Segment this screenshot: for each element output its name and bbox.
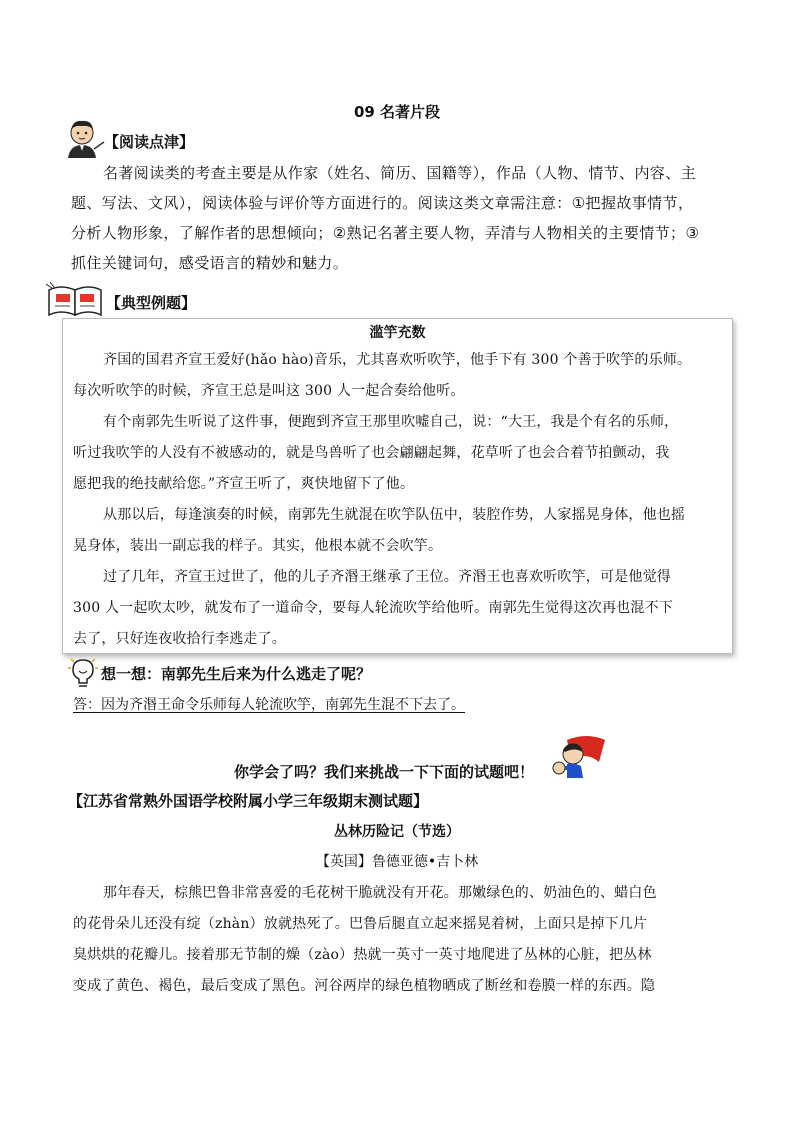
exam-source: 【江苏省常熟外国语学校附属小学三年级期末测试题】 — [68, 792, 429, 810]
story-line-4: 听过我吹竽的人没有不被感动的，就是鸟兽听了也会翩翩起舞，花草听了也会合着节拍颤动，我 — [73, 445, 670, 461]
story-title: 滥竽充数 — [369, 325, 426, 341]
story-line-6: 从那以后，每逢演奏的时候，南郭先生就混在吹竽队伍中，装腔作势，人家摇晃身体，他也摇 — [103, 507, 686, 523]
think-question: 想一想：南郭先生后来为什么逃走了呢？ — [101, 665, 372, 683]
passage-author: 【英国】鲁德亚德•吉卜林 — [315, 854, 479, 870]
passage-line-1: 那年春天，棕熊巴鲁非常喜爱的毛花树干脆就没有开花。那嫩绿色的、奶油色的、蜡白色 — [103, 885, 657, 901]
teacher-avatar-icon — [64, 118, 106, 158]
passage-line-2: 的花骨朵儿还没有绽（zhàn）放就热死了。巴鲁后腿直立起来摇晃着树，上面只是掉下几片 — [73, 916, 648, 932]
page-title: 09 名著片段 — [353, 103, 441, 121]
story-line-8: 过了几年，齐宣王过世了，他的儿子齐湣王继承了王位。齐湣王也喜欢听吹竽，可是他觉得 — [103, 569, 671, 585]
challenge-prompt: 你学会了吗？我们来挑战一下下面的试题吧！ — [234, 763, 535, 781]
passage-line-4: 变成了黄色、褐色，最后变成了黑色。河谷两岸的绿色植物晒成了断丝和卷膜一样的东西。隐 — [73, 978, 656, 994]
story-line-7: 晃身体，装出一副忘我的样子。其实，他根本就不会吹竽。 — [73, 538, 443, 554]
open-book-icon — [46, 282, 104, 318]
story-line-5: 愿把我的绝技献给您。”齐宣王听了，爽快地留下了他。 — [73, 476, 415, 492]
tips-line-3: 分析人物形象，了解作者的思想倾向；②熟记名著主要人物，弄清与人物相关的主要情节；③ — [71, 224, 700, 242]
story-line-2: 每次听吹竽的时候，齐宣王总是叫这 300 人一起合奏给他听。 — [73, 383, 465, 399]
superhero-icon — [547, 732, 609, 784]
section-heading-reading-tips: 【阅读点津】 — [104, 133, 195, 151]
tips-line-2: 题、写法、文风），阅读体验与评价等方面进行的。阅读这类文章需注意：①把握故事情节， — [71, 194, 694, 212]
story-line-3: 有个南郭先生听说了这件事，便跑到齐宣王那里吹嘘自己，说：“大王，我是个有名的乐师， — [103, 414, 679, 430]
section-heading-examples: 【典型例题】 — [106, 294, 197, 312]
story-line-10: 去了，只好连夜收拾行李逃走了。 — [73, 631, 286, 647]
lightbulb-icon — [66, 656, 100, 690]
passage-title: 丛林历险记（节选） — [334, 824, 460, 840]
story-line-9: 300 人一起吹太吵，就发布了一道命令，要每人轮流吹竽给他听。南郭先生觉得这次再也混不下 — [73, 600, 673, 616]
tips-line-1: 名著阅读类的考查主要是从作家（姓名、简历、国籍等），作品（人物、情节、内容、主 — [103, 164, 697, 182]
passage-line-3: 臭烘烘的花瓣儿。接着那无节制的燥（zào）热就一英寸一英寸地爬进了丛林的心脏，把丛林 — [73, 947, 652, 963]
story-line-1: 齐国的国君齐宣王爱好(hǎo hào)音乐，尤其喜欢听吹竽，他手下有 300 个善于吹竽的乐师。 — [103, 352, 692, 368]
answer-text: 答：因为齐湣王命令乐师每人轮流吹竽，南郭先生混不下去了。 — [73, 697, 465, 713]
tips-line-4: 抓住关键词句，感受语言的精妙和魅力。 — [71, 254, 349, 272]
